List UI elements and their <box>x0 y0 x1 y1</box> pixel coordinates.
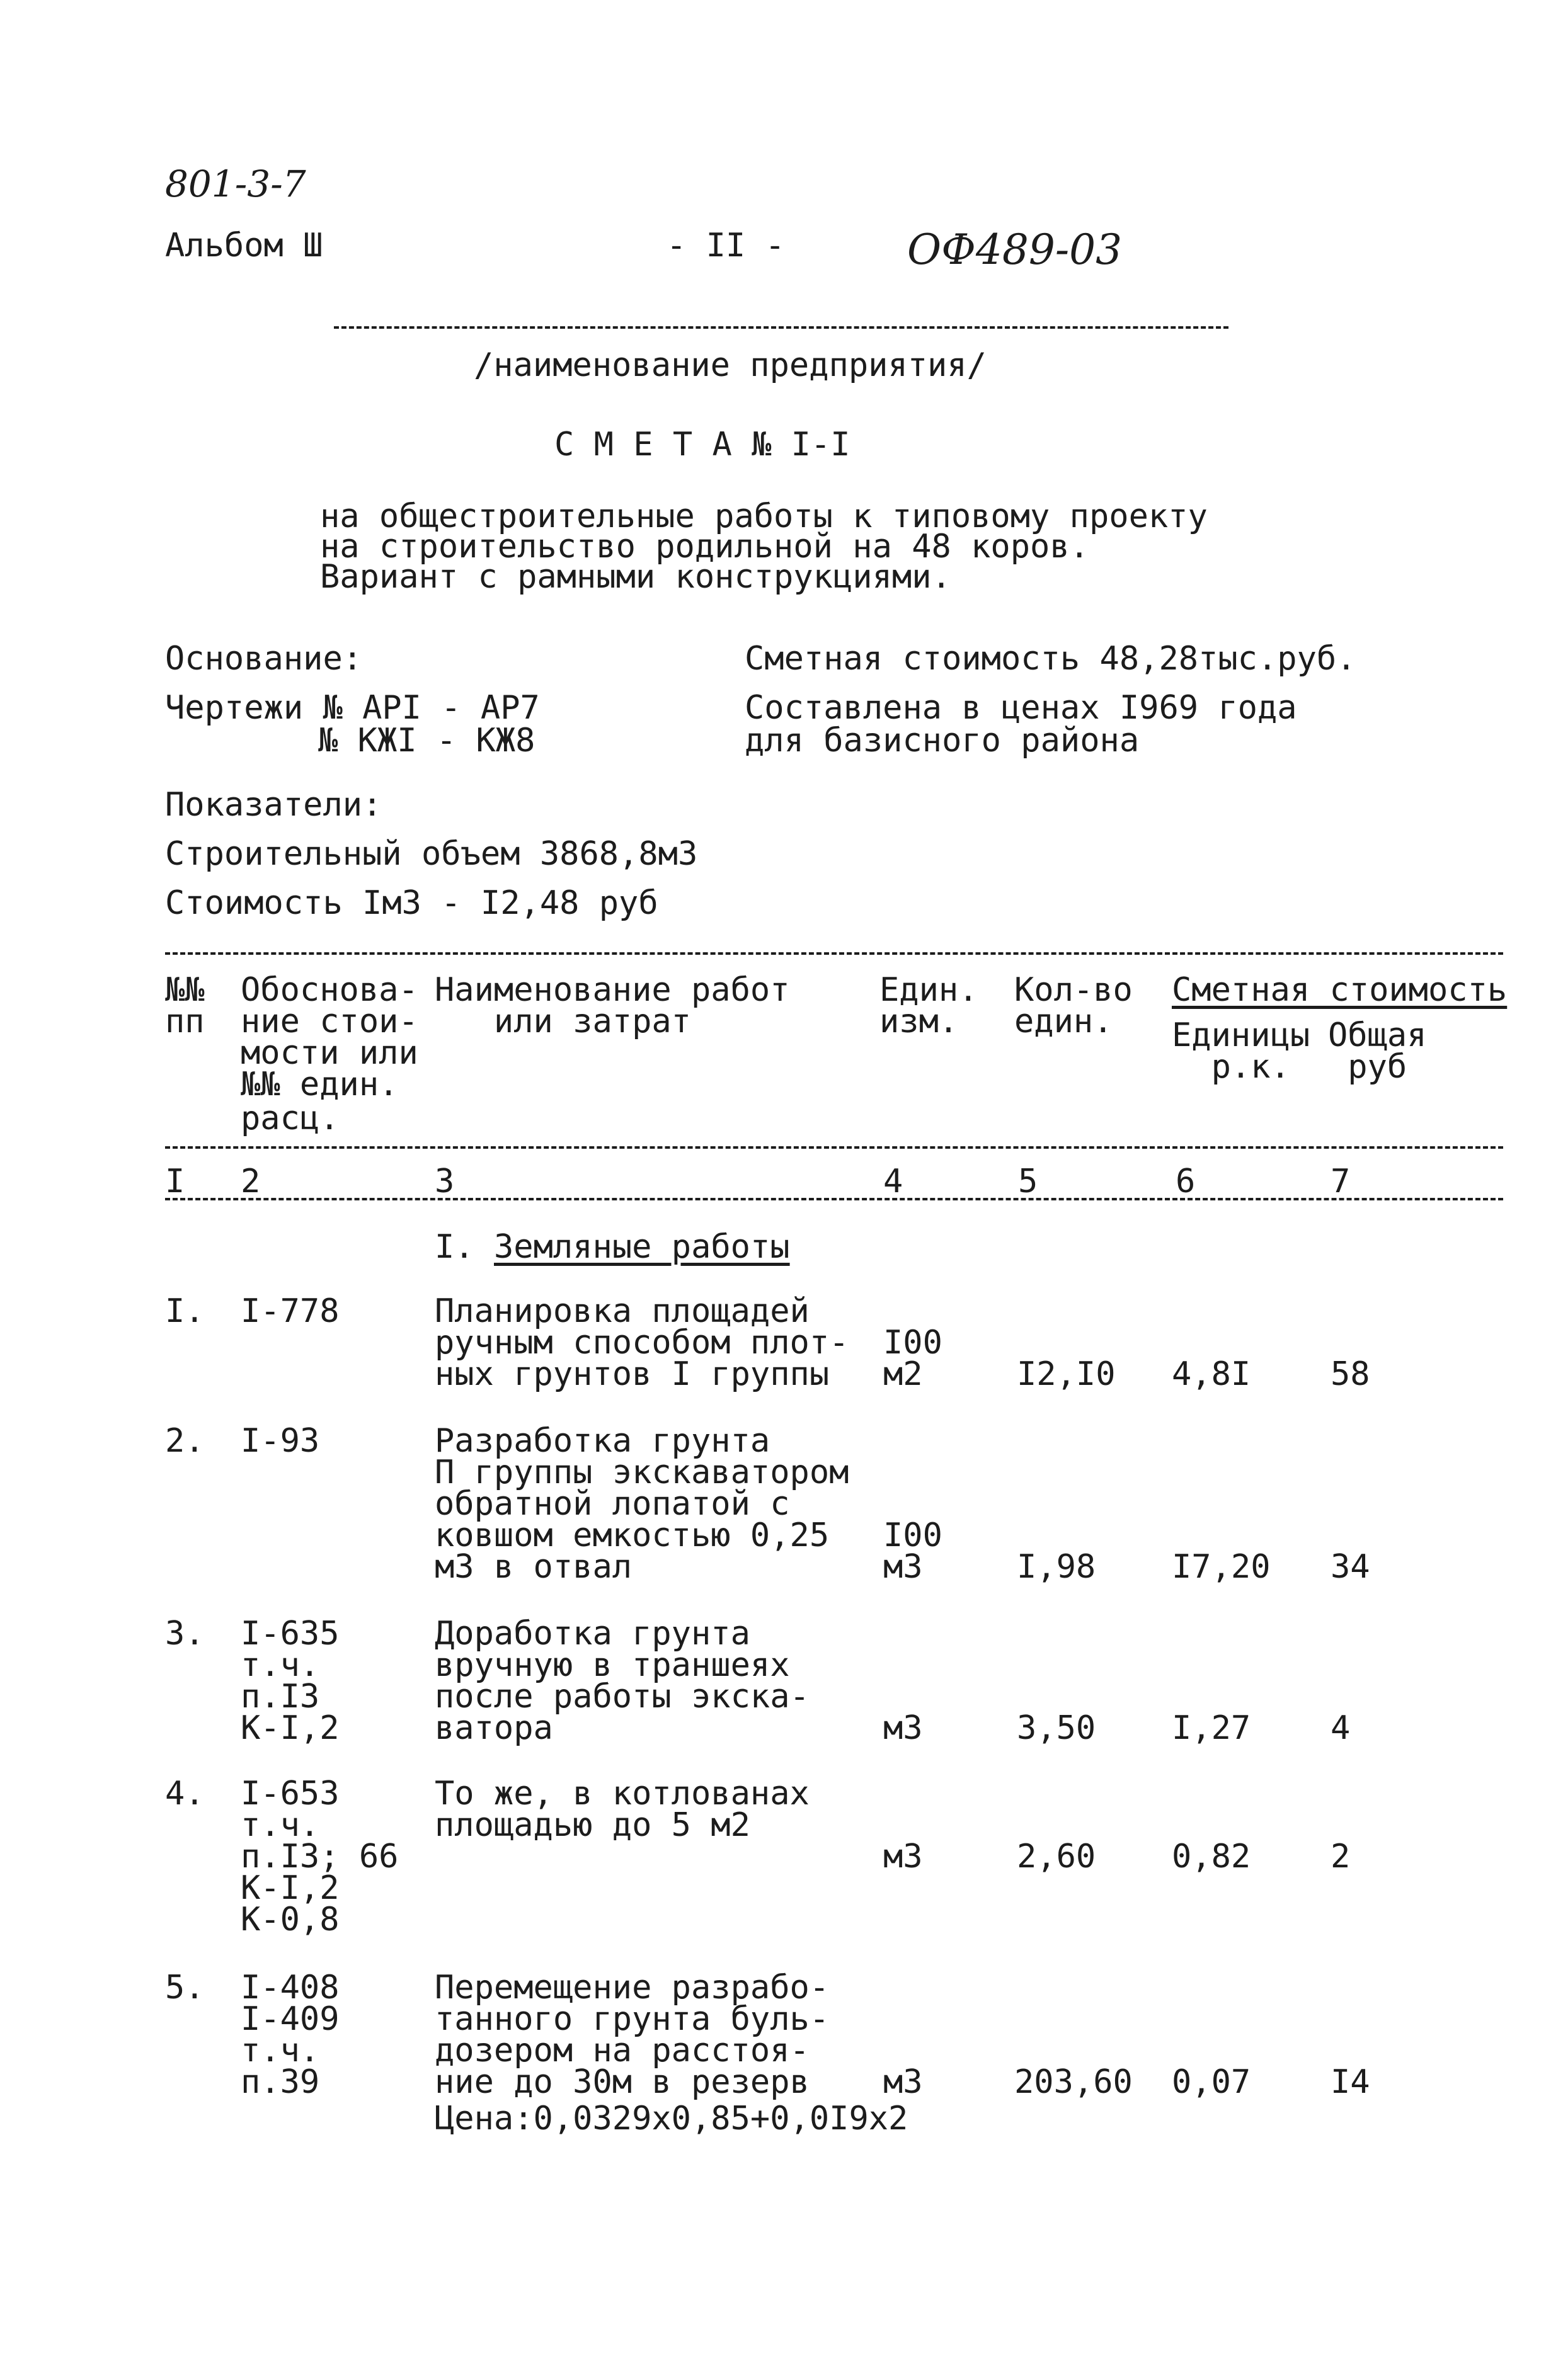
row-basis: I-778 <box>241 1292 340 1330</box>
row-total: 58 <box>1331 1355 1370 1393</box>
row-total: 34 <box>1331 1548 1370 1586</box>
row-unit-line: м3 <box>883 1548 923 1586</box>
header-col3-line2: или затрат <box>435 1003 691 1040</box>
row-name-line: Разработка грунта <box>435 1422 770 1460</box>
row-unit-cost: 0,82 <box>1172 1838 1251 1876</box>
row-unit-cost: 4,8I <box>1172 1355 1251 1393</box>
header-col2-line5: расц. <box>241 1100 340 1137</box>
series-code-handwritten: 801-3-7 <box>165 162 306 205</box>
row-name-line: обратной лопатой с <box>435 1485 790 1523</box>
row-quantity: 203,60 <box>1014 2063 1133 2101</box>
doc-code-handwritten: ОФ489-03 <box>907 225 1123 274</box>
header-col7-line1: Общая <box>1328 1016 1427 1054</box>
row-basis-line: т.ч. <box>241 2032 320 2070</box>
header-col2-line4: №№ един. <box>241 1066 399 1103</box>
row-total: 2 <box>1331 1838 1351 1876</box>
col-numbers-rule <box>165 1198 1503 1200</box>
row-basis-line: I-409 <box>241 2000 340 2038</box>
row-basis-line: т.ч. <box>241 1646 320 1684</box>
basis-label: Основание: <box>165 640 363 678</box>
prices-line-2: для базисного района <box>745 722 1140 760</box>
section-title-number: I. <box>435 1228 474 1266</box>
col-number-6: 6 <box>1176 1163 1196 1200</box>
row-name-line: ных грунтов I группы <box>435 1355 830 1393</box>
header-col5-line1: Кол-во <box>1014 971 1133 1009</box>
section-title: Земляные работы <box>494 1228 790 1266</box>
row-unit-line: м3 <box>883 1838 923 1876</box>
row-name-line: площадью до 5 м2 <box>435 1806 750 1844</box>
col-number-3: 3 <box>435 1163 455 1200</box>
document-title: С М Е Т А № I-I <box>554 426 850 464</box>
row-number: 2. <box>165 1422 205 1460</box>
row-basis-line: п.I3; 66 <box>241 1838 399 1876</box>
row-unit-line: I00 <box>883 1517 942 1554</box>
prices-line-1: Составлена в ценах I969 года <box>745 689 1297 727</box>
header-col2-line2: ние стои- <box>241 1003 418 1040</box>
row-name-line: дозером на расстоя- <box>435 2032 810 2070</box>
row-unit-line: м3 <box>883 2063 923 2101</box>
row-basis-line: п.I3 <box>241 1678 320 1716</box>
row-unit-cost: I7,20 <box>1172 1548 1271 1586</box>
row-quantity: 3,50 <box>1017 1709 1096 1747</box>
basis-drawings-2: № КЖI - КЖ8 <box>318 722 535 760</box>
row-number: I. <box>165 1292 205 1330</box>
header-col5-line2: един. <box>1014 1003 1113 1040</box>
header-col1-line1: №№ <box>165 971 205 1009</box>
col-number-7: 7 <box>1331 1163 1351 1200</box>
row-number: 5. <box>165 1969 205 2007</box>
row-quantity: I2,I0 <box>1017 1355 1116 1393</box>
row-quantity: I,98 <box>1017 1548 1096 1586</box>
estimated-cost: Сметная стоимость 48,28тыс.руб. <box>745 640 1356 678</box>
col-number-5: 5 <box>1018 1163 1038 1200</box>
page-number: - II - <box>667 227 785 265</box>
subtitle-line-1: на общестроительные работы к типовому проекту <box>320 498 1208 535</box>
row-price-note: Цена:0,0329х0,85+0,0I9х2 <box>435 2100 908 2138</box>
indicators-label: Показатели: <box>165 786 382 824</box>
row-basis-line: К-I,2 <box>241 1709 340 1747</box>
table-top-rule <box>165 952 1503 955</box>
org-rule <box>334 326 1228 329</box>
col-number-1: I <box>165 1163 185 1200</box>
indicator-volume: Строительный объем 3868,8м3 <box>165 835 698 873</box>
row-basis-line: п.39 <box>241 2063 320 2101</box>
row-name-line: после работы экска- <box>435 1678 810 1716</box>
header-bottom-rule <box>165 1146 1503 1149</box>
subtitle-line-3: Вариант с рамными конструкциями. <box>320 558 951 596</box>
row-number: 4. <box>165 1775 205 1813</box>
album-label: Альбом Ш <box>165 227 323 265</box>
row-basis-line: I-408 <box>241 1969 340 2007</box>
basis-drawings-1: Чертежи № АРI - АР7 <box>165 689 540 727</box>
row-basis-line: К-I,2 <box>241 1869 340 1907</box>
row-name-line: Перемещение разрабо- <box>435 1969 830 2007</box>
row-total: I4 <box>1331 2063 1370 2101</box>
header-col6-line2: р.к. <box>1172 1048 1290 1086</box>
row-unit-line: I00 <box>883 1324 942 1362</box>
row-name-line: танного грунта буль- <box>435 2000 830 2038</box>
row-basis-line: К-0,8 <box>241 1901 340 1939</box>
row-unit-line: м3 <box>883 1709 923 1747</box>
header-col3-line1: Наименование работ <box>435 971 790 1009</box>
row-basis-line: I-653 <box>241 1775 340 1813</box>
row-name-line: Планировка площадей <box>435 1292 810 1330</box>
header-cost-group: Сметная стоимость <box>1172 971 1508 1009</box>
org-placeholder: /наименование предприятия/ <box>474 346 987 384</box>
row-unit-line: м2 <box>883 1355 923 1393</box>
row-name-line: ватора <box>435 1709 553 1747</box>
row-quantity: 2,60 <box>1017 1838 1096 1876</box>
row-number: 3. <box>165 1615 205 1653</box>
row-name-line: м3 в отвал <box>435 1548 633 1586</box>
row-basis: I-93 <box>241 1422 320 1460</box>
row-unit-cost: 0,07 <box>1172 2063 1251 2101</box>
col-number-2: 2 <box>241 1163 261 1200</box>
header-col4-line1: Един. <box>879 971 978 1009</box>
indicator-unit-cost: Стоимость Iм3 - I2,48 руб <box>165 884 658 922</box>
row-basis-line: т.ч. <box>241 1806 320 1844</box>
row-basis-line: I-635 <box>241 1615 340 1653</box>
row-name-line: ние до 30м в резерв <box>435 2063 810 2101</box>
subtitle-line-2: на строительство родильной на 48 коров. <box>320 528 1089 566</box>
row-unit-cost: I,27 <box>1172 1709 1251 1747</box>
row-name-line: вручную в траншеях <box>435 1646 790 1684</box>
row-name-line: П группы экскаватором <box>435 1454 849 1491</box>
row-name-line: ковшом емкостью 0,25 <box>435 1517 830 1554</box>
row-name-line: ручным способом плот- <box>435 1324 849 1362</box>
row-name-line: То же, в котлованах <box>435 1775 810 1813</box>
header-col2-line1: Обоснова- <box>241 971 418 1009</box>
header-col2-line3: мости или <box>241 1034 418 1072</box>
header-col1-line2: пп <box>165 1003 205 1040</box>
row-name-line: Доработка грунта <box>435 1615 750 1653</box>
header-col4-line2: изм. <box>879 1003 959 1040</box>
header-col7-line2: руб <box>1328 1048 1407 1086</box>
row-total: 4 <box>1331 1709 1351 1747</box>
col-number-4: 4 <box>883 1163 903 1200</box>
header-col6-line1: Единицы <box>1172 1016 1310 1054</box>
